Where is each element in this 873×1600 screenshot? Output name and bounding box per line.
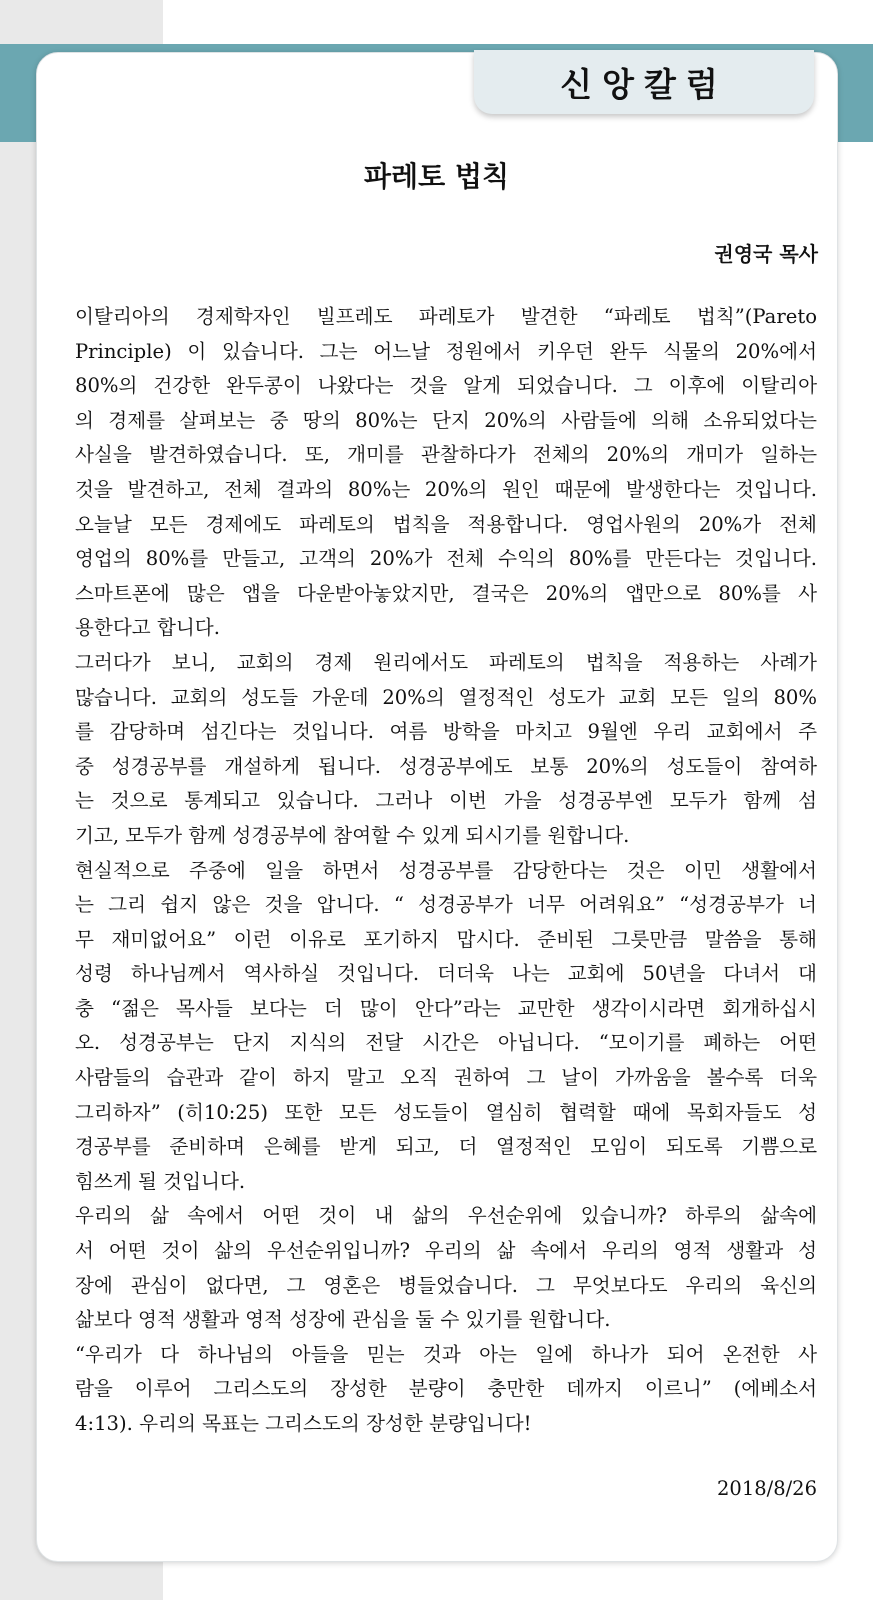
section-tab [474,50,814,114]
article-line: 경공부를 준비하며 은혜를 받게 되고, 더 열정적인 모임이 되도록 기쁨으로 [75,1135,817,1159]
article-line: 이탈리아의 경제학자인 빌프레도 파레토가 발견한 “파레토 법칙”(Pareto [75,305,817,328]
article-body [75,300,817,1442]
article-line: 를 감당하며 섬긴다는 것입니다. 여름 방학을 마치고 9월엔 우리 교회에서 주 [75,720,817,744]
article-line: 의 경제를 살펴보는 중 땅의 80%는 단지 20%의 사람들에 의해 소유되었다는 [75,408,817,432]
article-line: 중 성경공부를 개설하게 됩니다. 성경공부에도 보통 20%의 성도들이 참여하 [75,754,817,778]
article-line: “우리가 다 하나님의 아들을 믿는 것과 아는 일에 하나가 되어 온전한 사 [75,1342,817,1366]
section-tab-label: 신앙칼럼 [560,64,728,104]
article-line: 성령 하나님께서 역사하실 것입니다. 더더욱 나는 교회에 50년을 다녀서 대 [75,962,817,986]
article-line: 오늘날 모든 경제에도 파레토의 법칙을 적용합니다. 영업사원의 20%가 전체 [75,512,817,536]
article-line: 용한다고 합니다. [75,616,220,640]
article-line: 삶보다 영적 생활과 영적 성장에 관심을 둘 수 있기를 원합니다. [75,1308,611,1332]
article-author: 권영국 목사 [714,242,818,266]
article-line: 그러다가 보니, 교회의 경제 원리에서도 파레토의 법칙을 적용하는 사례가 [75,650,817,674]
article-line: 많습니다. 교회의 성도들 가운데 20%의 열정적인 성도가 교회 모든 일의 80% [75,685,817,709]
article-line: 는 그리 쉽지 않은 것을 압니다. “ 성경공부가 너무 어려워요” “성경공부가 너 [75,893,817,917]
article-line: 스마트폰에 많은 앱을 다운받아놓았지만, 결국은 20%의 앱만으로 80%를 사 [75,581,817,605]
article-line: 사실을 발견하였습니다. 또, 개미를 관찰하다가 전체의 20%의 개미가 일하는 [75,443,817,467]
article-line: 그리하자” (히10:25) 또한 모든 성도들이 열심히 협력할 때에 목회자들도 성 [75,1100,817,1124]
article-line: 현실적으로 주중에 일을 하면서 성경공부를 감당한다는 것은 이민 생활에서 [75,858,817,882]
article-line: 영업의 80%를 만들고, 고객의 20%가 전체 수익의 80%를 만든다는 것입니다. [75,547,817,571]
article-line: 충 “젊은 목사들 보다는 더 많이 안다”라는 교만한 생각이시라면 회개하십시 [75,996,817,1020]
article-line: 람을 이루어 그리스도의 장성한 분량이 충만한 데까지 이르니” (에베소서 [75,1377,817,1401]
article-line: 무 재미없어요” 이런 이유로 포기하지 맙시다. 준비된 그릇만큼 말씀을 통해 [75,927,817,951]
article-line: 우리의 삶 속에서 어떤 것이 내 삶의 우선순위에 있습니까? 하루의 삶속에 [75,1204,817,1228]
article-line: 4:13). 우리의 목표는 그리스도의 장성한 분량입니다! [75,1412,532,1435]
article-line: Principle) 이 있습니다. 그는 어느날 정원에서 키우던 완두 식물의 20%에서 [75,339,817,363]
article-date: 2018/8/26 [717,1477,817,1500]
article-line: 장에 관심이 없다면, 그 영혼은 병들었습니다. 그 무엇보다도 우리의 육신의 [75,1273,817,1297]
article-line: 힘쓰게 될 것입니다. [75,1169,246,1193]
article-line: 기고, 모두가 함께 성경공부에 참여할 수 있게 되시기를 원합니다. [75,823,630,847]
article-title: 파레토 법칙 [364,160,509,193]
article-line: 것을 발견하고, 전체 결과의 80%는 20%의 원인 때문에 발생한다는 것입니다. [75,477,817,501]
article-line: 80%의 건강한 완두콩이 나왔다는 것을 알게 되었습니다. 그 이후에 이탈리아 [75,374,817,398]
article-line: 오. 성경공부는 단지 지식의 전달 시간은 아닙니다. “모이기를 폐하는 어떤 [75,1031,817,1055]
article-line: 서 어떤 것이 삶의 우선순위입니까? 우리의 삶 속에서 우리의 영적 생활과 성 [75,1239,817,1263]
article-line: 사람들의 습관과 같이 하지 말고 오직 권하여 그 날이 가까움을 볼수록 더욱 [75,1066,817,1090]
article-line: 는 것으로 통계되고 있습니다. 그러나 이번 가을 성경공부엔 모두가 함께 섬 [75,789,817,813]
